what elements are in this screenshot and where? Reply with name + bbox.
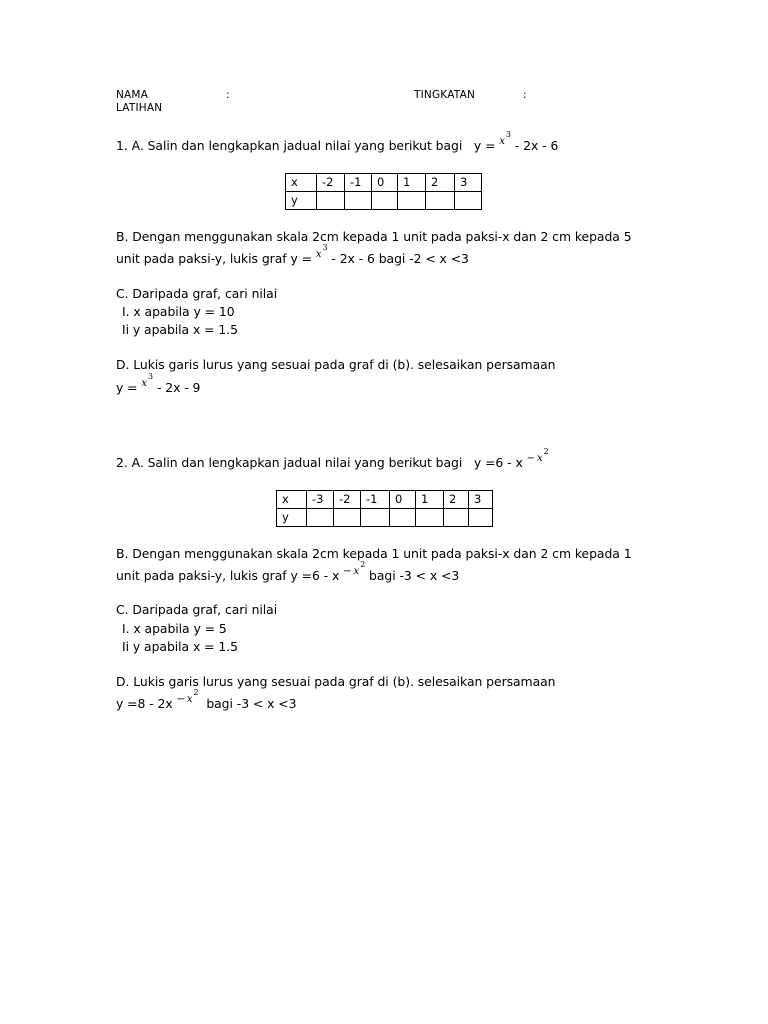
- tingkatan-colon: :: [523, 89, 527, 101]
- x-value-cell: 3: [455, 174, 482, 192]
- y-header-cell: y: [286, 192, 317, 210]
- y-empty-cell: [372, 192, 398, 210]
- q2-a-text: 2. A. Salin dan lengkapkan jadual nilai yang berikut bagi: [116, 455, 463, 470]
- table-row-x: [286, 174, 482, 192]
- q2-c-heading: C. Daripada graf, cari nilai: [116, 602, 278, 617]
- y-header-cell: y: [277, 509, 307, 527]
- q1-a-eq-suffix: - 2x - 6: [514, 138, 559, 153]
- x-value-cell: -2: [317, 174, 345, 192]
- nama-label: NAMA: [116, 89, 149, 101]
- y-empty-cell: [334, 509, 361, 527]
- x-value-cell: 0: [390, 491, 416, 509]
- q2-a-eq-term: $x^2$: [536, 447, 549, 464]
- nama-colon: :: [226, 89, 230, 101]
- q2-c-part-ii: Ii y apabila x = 1.5: [122, 639, 238, 654]
- table-row-x: [277, 491, 493, 509]
- x-value-cell: 1: [398, 174, 426, 192]
- q1-value-table: [285, 173, 482, 210]
- table-row-y: [286, 192, 482, 210]
- q1-b-line1: B. Dengan menggunakan skala 2cm kepada 1 unit pada paksi-x dan 2 cm kepada 5: [116, 229, 632, 244]
- y-empty-cell: [307, 509, 334, 527]
- q1-a-eq-prefix: y =: [473, 138, 496, 153]
- q1-a-text: 1. A. Salin dan lengkapkan jadual nilai yang berikut bagi: [116, 138, 463, 153]
- latihan-label: LATIHAN: [116, 102, 163, 114]
- q1-d-line1: D. Lukis garis lurus yang sesuai pada graf di (b). selesaikan persamaan: [116, 357, 556, 372]
- x-value-cell: -1: [345, 174, 372, 192]
- q2-b-line2: unit pada paksi-y, lukis graf $y =6 - x - x^2$ bagi -3 < x <3: [116, 560, 460, 583]
- q1-d-eq-term: $x^3$: [141, 372, 154, 389]
- x-value-cell: 2: [426, 174, 455, 192]
- y-empty-cell: [469, 509, 493, 527]
- q1-d-line2: $y = x^3 - 2x - 9$: [116, 372, 201, 395]
- q2-d-line1: D. Lukis garis lurus yang sesuai pada graf di (b). selesaikan persamaan: [116, 674, 556, 689]
- q2-a-instruction: 2. A. Salin dan lengkapkan jadual nilai yang berikut bagi $y =6 - x - x^2$: [116, 447, 549, 470]
- q1-c-part-ii: Ii y apabila x = 1.5: [122, 322, 238, 337]
- q2-c-part-i: I. x apabila y = 5: [122, 621, 227, 636]
- y-empty-cell: [444, 509, 469, 527]
- q2-b-eq-term: $x^2$: [353, 560, 366, 577]
- x-header-cell: x: [286, 174, 317, 192]
- q2-d-eq-term: $x^2$: [186, 688, 199, 705]
- q1-c-part-i: I. x apabila y = 10: [122, 304, 235, 319]
- x-value-cell: -1: [361, 491, 390, 509]
- q2-value-table: [276, 490, 493, 527]
- y-empty-cell: [426, 192, 455, 210]
- tingkatan-label: TINGKATAN: [414, 89, 476, 101]
- x-value-cell: 1: [416, 491, 444, 509]
- y-empty-cell: [361, 509, 390, 527]
- y-empty-cell: [416, 509, 444, 527]
- q2-d-line2: $y =8 - 2x - x^2$ bagi -3 < x <3: [116, 688, 297, 711]
- y-empty-cell: [317, 192, 345, 210]
- q2-a-eq-prefix: y =6 - x: [473, 455, 523, 470]
- y-empty-cell: [398, 192, 426, 210]
- q1-a-instruction: [116, 130, 559, 156]
- y-empty-cell: [455, 192, 482, 210]
- y-empty-cell: [345, 192, 372, 210]
- q1-b-line2: unit pada paksi-y, lukis graf $y = x^3 - 2x - 6$ bagi -2 < x <3: [116, 243, 469, 266]
- x-value-cell: 2: [444, 491, 469, 509]
- x-value-cell: -3: [307, 491, 334, 509]
- q1-b-eq-term: $x^3$: [315, 243, 328, 260]
- x-value-cell: -2: [334, 491, 361, 509]
- q1-c-heading: C. Daripada graf, cari nilai: [116, 286, 278, 301]
- x-value-cell: 0: [372, 174, 398, 192]
- y-empty-cell: [390, 509, 416, 527]
- q2-b-line1: B. Dengan menggunakan skala 2cm kepada 1 unit pada paksi-x dan 2 cm kepada 1: [116, 546, 632, 561]
- x-header-cell: x: [277, 491, 307, 509]
- x-value-cell: 3: [469, 491, 493, 509]
- table-row-y: [277, 509, 493, 527]
- q1-a-eq-term: $x^3$: [499, 130, 511, 147]
